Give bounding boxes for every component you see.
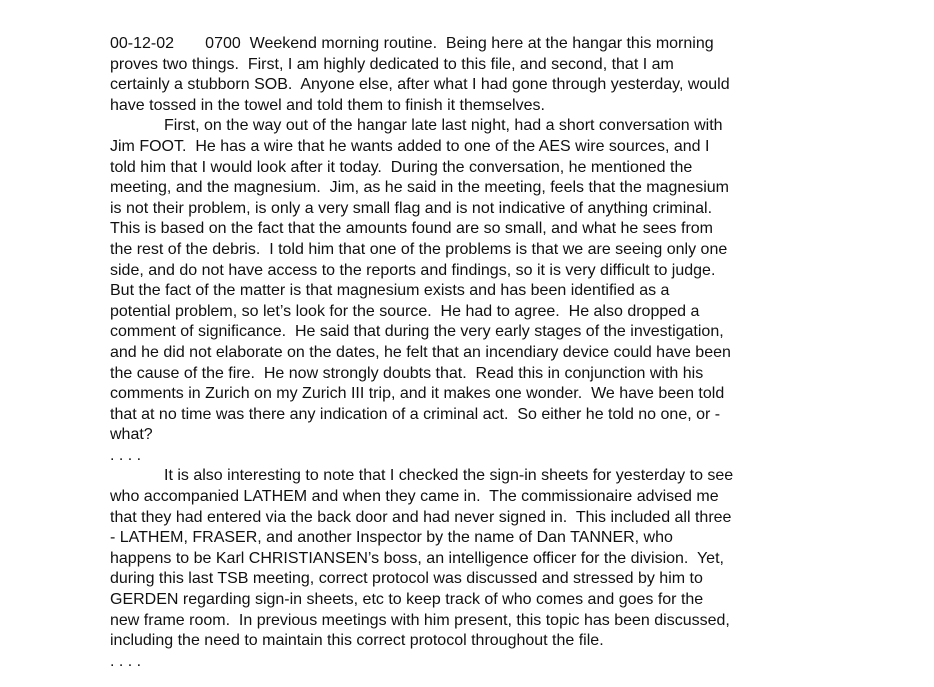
text-line: GERDEN regarding sign-in sheets, etc to keep track of who comes and goes for the [110, 591, 704, 609]
text-line: what? [110, 426, 153, 444]
text-line: First, on the way out of the hangar late last night, had a short conversation with [164, 117, 723, 135]
text-line: - LATHEM, FRASER, and another Inspector by the name of Dan TANNER, who [110, 529, 673, 547]
ellipsis-separator: . . . . [110, 446, 142, 464]
document-page [110, 34, 830, 672]
text-line: proves two things. First, I am highly dedicated to this file, and second, that I am [110, 55, 674, 73]
text-line: is not their problem, is only a very small flag and is not indicative of anything criminal. [110, 199, 713, 217]
text-line: the rest of the debris. I told him that one of the problems is that we are seeing only one [110, 240, 728, 258]
text-line: told him that I would look after it today. During the conversation, he mentioned the [110, 158, 693, 176]
ellipsis-separator: . . . . [110, 652, 142, 670]
text-line: that at no time was there any indication of a criminal act. So either he told no one, or - [110, 405, 721, 423]
text-line: comments in Zurich on my Zurich III trip, and it makes one wonder. We have been told [110, 385, 725, 403]
text-line: have tossed in the towel and told them to finish it themselves. [110, 96, 545, 114]
text-line: certainly a stubborn SOB. Anyone else, after what I had gone through yesterday, would [110, 76, 730, 94]
text-line: potential problem, so let’s look for the source. He had to agree. He also dropped a [110, 302, 700, 320]
text-line: It is also interesting to note that I checked the sign-in sheets for yesterday to see [164, 467, 734, 485]
text-line: comment of significance. He said that during the very early stages of the investigation, [110, 323, 724, 341]
text-line: But the fact of the matter is that magnesium exists and has been identified as a [110, 282, 670, 300]
text-line: that they had entered via the back door and had never signed in. This included all three [110, 508, 732, 526]
text-line: including the need to maintain this correct protocol throughout the file. [110, 632, 604, 650]
text-line: new frame room. In previous meetings with him present, this topic has been discussed, [110, 611, 730, 629]
text-line: and he did not elaborate on the dates, he felt that an incendiary device could have been [110, 343, 731, 361]
text-line: who accompanied LATHEM and when they came in. The commissionaire advised me [110, 488, 719, 506]
text-line: meeting, and the magnesium. Jim, as he said in the meeting, feels that the magnesium [110, 179, 729, 197]
text-line: side, and do not have access to the reports and findings, so it is very difficult to judge. [110, 261, 716, 279]
text-line: the cause of the fire. He now strongly doubts that. Read this in conjunction with his [110, 364, 704, 382]
text-line: during this last TSB meeting, correct protocol was discussed and stressed by him to [110, 570, 703, 588]
text-line: This is based on the fact that the amounts found are so small, and what he sees from [110, 220, 713, 238]
text-line: happens to be Karl CHRISTIANSEN’s boss, an intelligence officer for the division. Yet, [110, 549, 724, 567]
text-line: Jim FOOT. He has a wire that he wants added to one of the AES wire sources, and I [110, 137, 710, 155]
text-line: 00-12-02 0700 Weekend morning routine. Being here at the hangar this morning [110, 35, 714, 52]
